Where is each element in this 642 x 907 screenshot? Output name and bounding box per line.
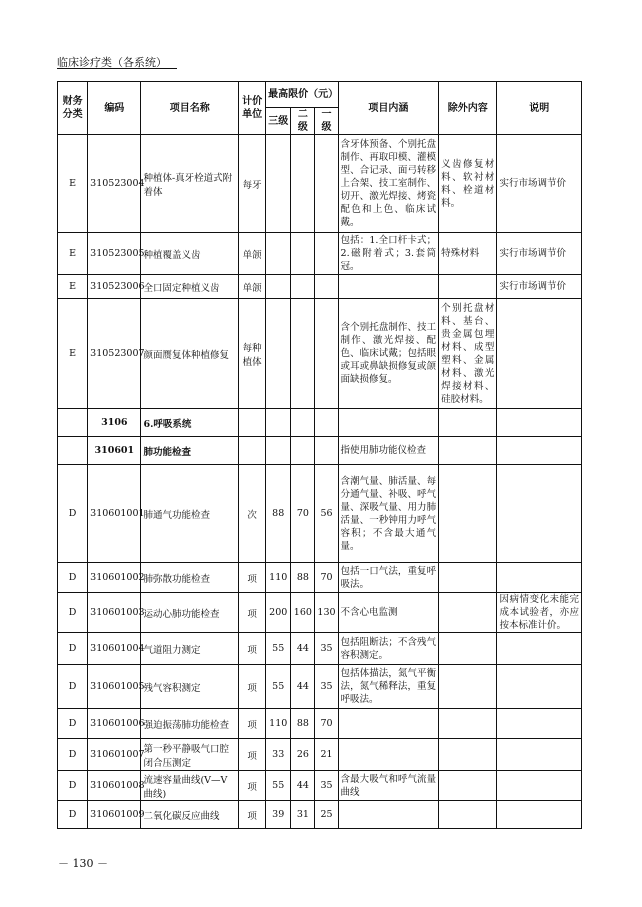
- price-level1-cell: 21: [315, 739, 338, 771]
- price-level3-cell: [266, 437, 291, 465]
- price-level3-cell: 110: [266, 563, 291, 593]
- notes-cell: [497, 739, 582, 771]
- notes-cell: 实行市场调节价: [497, 275, 582, 299]
- col-unit: 计价单位: [239, 82, 266, 135]
- content-cell: 不含心电监测: [338, 593, 439, 633]
- price-table: [57, 81, 582, 829]
- price-level1-cell: 35: [315, 633, 338, 665]
- name-cell: 种植体-真牙栓道式附着体: [141, 135, 239, 233]
- excluded-cell: [439, 801, 497, 829]
- category-cell: D: [58, 801, 88, 829]
- price-level3-cell: [266, 233, 291, 275]
- col-content: 项目内涵: [338, 82, 439, 135]
- price-level2-cell: 88: [291, 563, 315, 593]
- name-cell: 种植覆盖义齿: [141, 233, 239, 275]
- price-level1-cell: [315, 437, 338, 465]
- code-cell: 310523006: [88, 275, 141, 299]
- price-level2-cell: 44: [291, 633, 315, 665]
- price-level1-cell: 70: [315, 563, 338, 593]
- price-level2-cell: [291, 409, 315, 437]
- table-row: [58, 299, 582, 409]
- unit-cell: 项: [239, 665, 266, 709]
- notes-cell: [497, 801, 582, 829]
- name-cell: 流速容量曲线(V—V曲线): [141, 771, 239, 801]
- category-cell: D: [58, 665, 88, 709]
- content-cell: [338, 709, 439, 739]
- content-cell: 指使用肺功能仪检查: [338, 437, 439, 465]
- col-level3: 三级: [266, 108, 291, 135]
- table-row: [58, 409, 582, 437]
- price-level3-cell: 55: [266, 633, 291, 665]
- excluded-cell: 特殊材料: [439, 233, 497, 275]
- name-cell: 肺功能检查: [141, 437, 239, 465]
- unit-cell: [239, 409, 266, 437]
- code-cell: 3106: [88, 409, 141, 437]
- name-cell: 气道阻力测定: [141, 633, 239, 665]
- excluded-cell: [439, 275, 497, 299]
- price-level1-cell: 130: [315, 593, 338, 633]
- notes-cell: [497, 409, 582, 437]
- table-row: [58, 633, 582, 665]
- unit-cell: 单颌: [239, 233, 266, 275]
- code-cell: 310601008: [88, 771, 141, 801]
- excluded-cell: [439, 409, 497, 437]
- price-level2-cell: 88: [291, 709, 315, 739]
- code-cell: 310601007: [88, 739, 141, 771]
- page-number: － 130 －: [58, 857, 108, 870]
- excluded-cell: [439, 739, 497, 771]
- name-cell: 强迫振荡肺功能检查: [141, 709, 239, 739]
- unit-cell: 项: [239, 563, 266, 593]
- code-cell: 310523004: [88, 135, 141, 233]
- price-level2-cell: 44: [291, 771, 315, 801]
- table-row: [58, 135, 582, 233]
- name-cell: 肺弥散功能检查: [141, 563, 239, 593]
- price-level3-cell: 55: [266, 665, 291, 709]
- excluded-cell: [439, 563, 497, 593]
- price-level2-cell: [291, 275, 315, 299]
- name-cell: 残气容积测定: [141, 665, 239, 709]
- price-level2-cell: [291, 233, 315, 275]
- table-row: [58, 437, 582, 465]
- code-cell: 310601004: [88, 633, 141, 665]
- table-row: [58, 709, 582, 739]
- unit-cell: 单颌: [239, 275, 266, 299]
- code-cell: 310601005: [88, 665, 141, 709]
- name-cell: 二氧化碳反应曲线: [141, 801, 239, 829]
- excluded-cell: [439, 665, 497, 709]
- table-row: [58, 771, 582, 801]
- code-cell: 310523005: [88, 233, 141, 275]
- content-cell: 包括：1.全口杆卡式；2.磁附着式；3.套筒冠。: [338, 233, 439, 275]
- price-level1-cell: 35: [315, 771, 338, 801]
- excluded-cell: [439, 771, 497, 801]
- category-cell: D: [58, 739, 88, 771]
- table-row: [58, 465, 582, 563]
- category-cell: D: [58, 563, 88, 593]
- table-row: [58, 593, 582, 633]
- code-cell: 310523007: [88, 299, 141, 409]
- price-level1-cell: [315, 233, 338, 275]
- category-cell: E: [58, 135, 88, 233]
- price-level3-cell: [266, 409, 291, 437]
- category-cell: D: [58, 593, 88, 633]
- notes-cell: 实行市场调节价: [497, 135, 582, 233]
- table-row: [58, 563, 582, 593]
- notes-cell: [497, 563, 582, 593]
- price-level3-cell: [266, 135, 291, 233]
- notes-cell: [497, 299, 582, 409]
- category-cell: E: [58, 233, 88, 275]
- price-level1-cell: 56: [315, 465, 338, 563]
- price-level1-cell: 25: [315, 801, 338, 829]
- content-cell: 含潮气量、肺活量、每分通气量、补吸、呼气量、深吸气量、用力肺活量、一秒钟用力呼气容积；不含最大通气量。: [338, 465, 439, 563]
- col-name: 项目名称: [141, 82, 239, 135]
- content-cell: [338, 739, 439, 771]
- price-level3-cell: 88: [266, 465, 291, 563]
- col-max-price: 最高限价（元）: [266, 82, 338, 108]
- table-row: [58, 665, 582, 709]
- price-level2-cell: [291, 299, 315, 409]
- notes-cell: 实行市场调节价: [497, 233, 582, 275]
- name-cell: 第一秒平静吸气口腔闭合压测定: [141, 739, 239, 771]
- content-cell: [338, 409, 439, 437]
- price-level1-cell: [315, 299, 338, 409]
- excluded-cell: [439, 709, 497, 739]
- notes-cell: [497, 665, 582, 709]
- code-cell: 310601: [88, 437, 141, 465]
- price-level3-cell: 55: [266, 771, 291, 801]
- code-cell: 310601003: [88, 593, 141, 633]
- price-level1-cell: [315, 275, 338, 299]
- excluded-cell: [439, 593, 497, 633]
- notes-cell: [497, 771, 582, 801]
- name-cell: 6.呼吸系统: [141, 409, 239, 437]
- code-cell: 310601001: [88, 465, 141, 563]
- price-level2-cell: 44: [291, 665, 315, 709]
- col-level2: 二级: [291, 108, 315, 135]
- price-level2-cell: [291, 135, 315, 233]
- category-cell: D: [58, 465, 88, 563]
- unit-cell: 项: [239, 593, 266, 633]
- price-level1-cell: [315, 135, 338, 233]
- category-cell: E: [58, 275, 88, 299]
- category-cell: D: [58, 709, 88, 739]
- code-cell: 310601006: [88, 709, 141, 739]
- price-level3-cell: 110: [266, 709, 291, 739]
- name-cell: 全口固定种植义齿: [141, 275, 239, 299]
- unit-cell: 每牙: [239, 135, 266, 233]
- category-cell: D: [58, 771, 88, 801]
- table-row: [58, 801, 582, 829]
- col-category: 财务分类: [58, 82, 88, 135]
- header-underline: [57, 68, 177, 69]
- unit-cell: 项: [239, 633, 266, 665]
- category-cell: E: [58, 299, 88, 409]
- notes-cell: [497, 437, 582, 465]
- code-cell: 310601009: [88, 801, 141, 829]
- price-level3-cell: 200: [266, 593, 291, 633]
- category-cell: [58, 409, 88, 437]
- table-header-row: [58, 82, 582, 108]
- price-level1-cell: 70: [315, 709, 338, 739]
- col-level1: 一级: [315, 108, 338, 135]
- price-level2-cell: 26: [291, 739, 315, 771]
- name-cell: 肺通气功能检查: [141, 465, 239, 563]
- price-level1-cell: 35: [315, 665, 338, 709]
- content-cell: 含个别托盘制作、技工制作、激光焊接、配色、临床试戴；包括眼或耳或鼻缺损修复或颌面缺损修复。: [338, 299, 439, 409]
- table-row: [58, 233, 582, 275]
- unit-cell: 项: [239, 709, 266, 739]
- col-code: 编码: [88, 82, 141, 135]
- code-cell: 310601002: [88, 563, 141, 593]
- content-cell: 包括一口气法，重复呼吸法。: [338, 563, 439, 593]
- table-row: [58, 275, 582, 299]
- content-cell: 包括阻断法；不含残气容积测定。: [338, 633, 439, 665]
- notes-cell: [497, 633, 582, 665]
- notes-cell: 因病情变化未能完成本试验者，亦应按本标准计价。: [497, 593, 582, 633]
- price-level2-cell: 31: [291, 801, 315, 829]
- unit-cell: 项: [239, 739, 266, 771]
- unit-cell: 次: [239, 465, 266, 563]
- col-notes: 说明: [497, 82, 582, 135]
- name-cell: 运动心肺功能检查: [141, 593, 239, 633]
- price-level3-cell: [266, 275, 291, 299]
- content-cell: 含最大吸气和呼气流量曲线: [338, 771, 439, 801]
- notes-cell: [497, 465, 582, 563]
- content-cell: 包括体描法，氮气平衡法，氮气稀释法，重复呼吸法。: [338, 665, 439, 709]
- notes-cell: [497, 709, 582, 739]
- unit-cell: [239, 437, 266, 465]
- content-cell: [338, 801, 439, 829]
- price-level3-cell: 39: [266, 801, 291, 829]
- excluded-cell: 个别托盘材料、基台、贵金属包埋材料、成型塑料、金属材料、激光焊接材料、硅胶材料。: [439, 299, 497, 409]
- content-cell: 含牙体预备、个别托盘制作、再取印模、灌模型、合记录、面弓转移上合架、技工室制作、切开、激光焊接、烤瓷配色和上色、临床试戴。: [338, 135, 439, 233]
- excluded-cell: 义齿修复材料、软衬材料、栓道材料。: [439, 135, 497, 233]
- header-title: 临床诊疗类（各系统）: [57, 56, 167, 69]
- col-excluded: 除外内容: [439, 82, 497, 135]
- excluded-cell: [439, 437, 497, 465]
- price-level2-cell: 160: [291, 593, 315, 633]
- price-level3-cell: 33: [266, 739, 291, 771]
- price-level1-cell: [315, 409, 338, 437]
- table-row: [58, 739, 582, 771]
- price-level2-cell: [291, 437, 315, 465]
- name-cell: 颜面赝复体种植修复: [141, 299, 239, 409]
- unit-cell: 每种植体: [239, 299, 266, 409]
- excluded-cell: [439, 465, 497, 563]
- price-level3-cell: [266, 299, 291, 409]
- excluded-cell: [439, 633, 497, 665]
- category-cell: D: [58, 633, 88, 665]
- unit-cell: 项: [239, 801, 266, 829]
- price-level2-cell: 70: [291, 465, 315, 563]
- unit-cell: 项: [239, 771, 266, 801]
- category-cell: [58, 437, 88, 465]
- content-cell: [338, 275, 439, 299]
